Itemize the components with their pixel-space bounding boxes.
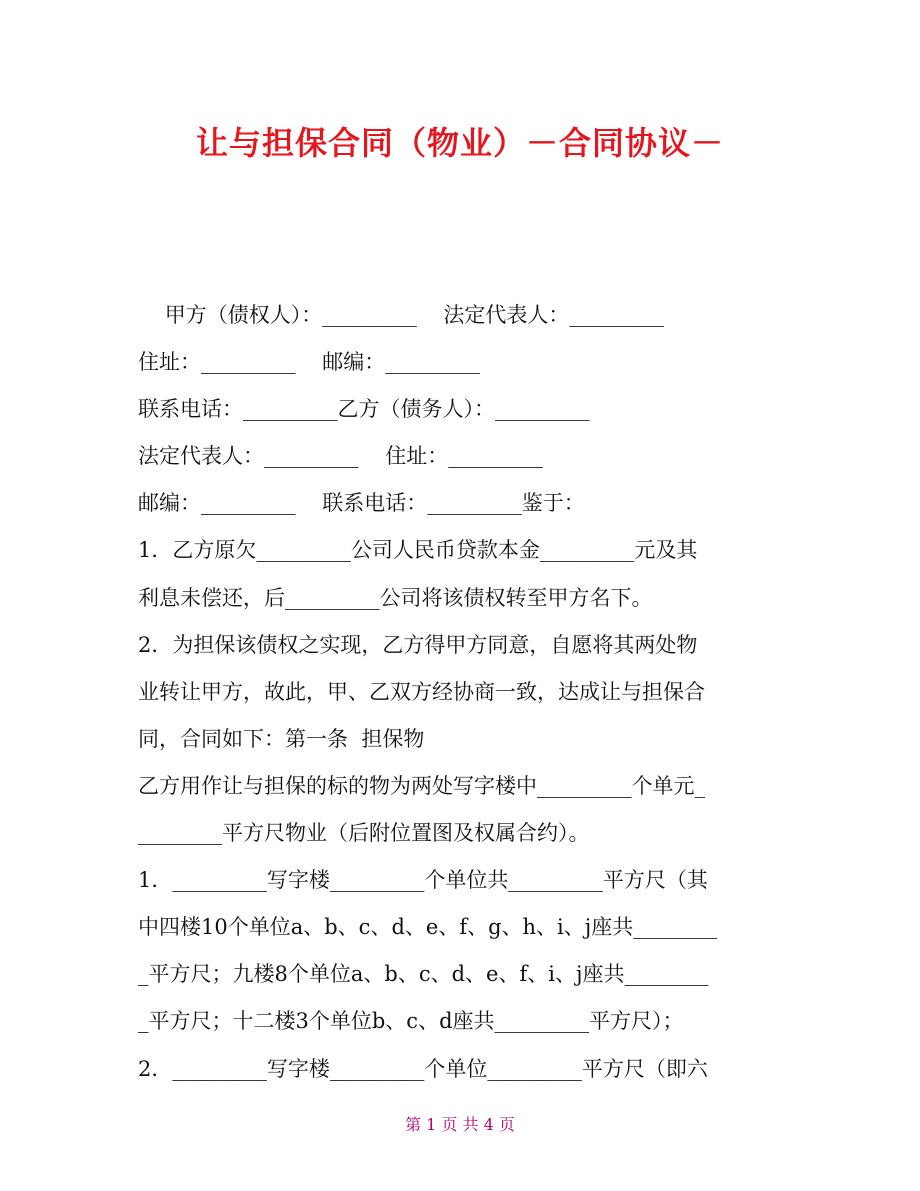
body-line: 住址：_________ 邮编：_________ — [138, 350, 480, 375]
body-line: 甲方（债权人）：_________ 法定代表人：_________ — [138, 303, 664, 327]
body-line: 法定代表人：_________ 住址：_________ — [138, 444, 543, 469]
body-line: 1．乙方原欠_________公司人民币贷款本金_________元及其 — [138, 538, 698, 563]
document-title: 让与担保合同（物业）－合同协议－ — [195, 124, 724, 162]
body-line: ________平方尺物业（后附位置图及权属合约）。 — [138, 821, 590, 846]
body-line: 利息未偿还，后_________公司将该债权转至甲方名下。 — [138, 585, 653, 610]
body-line: 同，合同如下：第一条 担保物 — [138, 726, 425, 751]
body-line: 联系电话：_________乙方（债务人）：_________ — [138, 397, 590, 422]
body-line: 业转让甲方，故此，甲、乙双方经协商一致，达成让与担保合 — [138, 679, 705, 704]
body-line: 2．为担保该债权之实现，乙方得甲方同意，自愿将其两处物 — [138, 632, 698, 657]
body-line: 邮编：_________ 联系电话：_________鉴于： — [138, 491, 585, 516]
body-line: 2．_________写字楼_________个单位_________平方尺（即六 — [138, 1056, 708, 1081]
body-line: 1．_________写字楼_________个单位共_________平方尺（其 — [138, 868, 708, 893]
body-line: _平方尺；九楼8个单位a、b、c、d、e、f、i、j座共________ — [138, 962, 709, 987]
document-body — [138, 292, 798, 1093]
body-line: _平方尺；十二楼3个单位b、c、d座共_________平方尺）； — [138, 1009, 684, 1034]
body-line: 中四楼10个单位a、b、c、d、e、f、g、h、i、j座共________ — [138, 915, 718, 940]
page-footer: 第 1 页 共 4 页 — [405, 1115, 515, 1134]
body-line: 乙方用作让与担保的标的物为两处写字楼中_________个单元_ — [138, 773, 705, 798]
